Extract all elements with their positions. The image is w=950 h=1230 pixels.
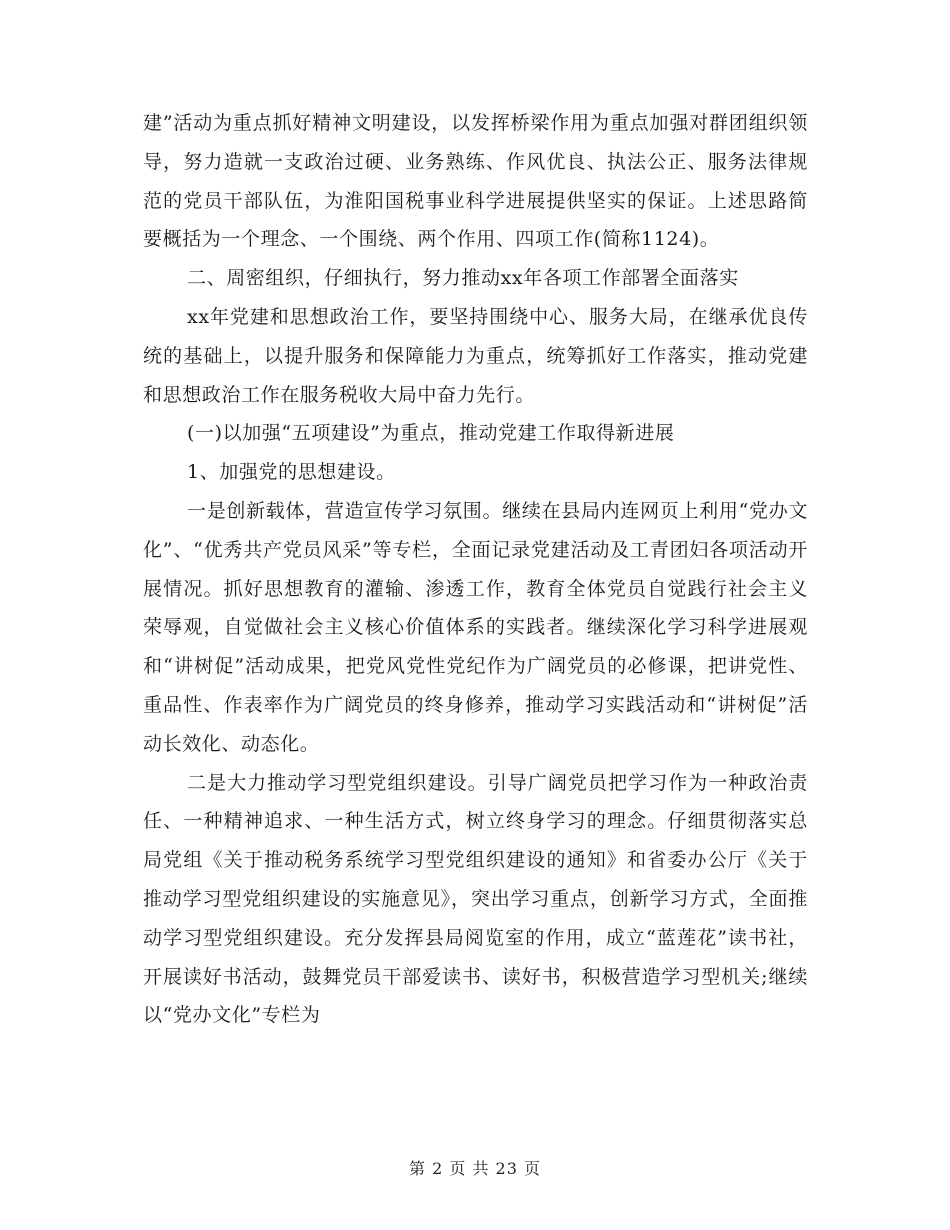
page-number-footer: 第 2 页 共 23 页: [409, 1159, 541, 1178]
paragraph-learning-organization: 二是大力推动学习型党组织建设。引导广阔党员把学习作为一种政治责任、一种精神追求、一种生活方式，树立终身学习的理念。仔细贯彻落实总局党组《关于推动税务系统学习型党组织建设的通知》和省委办公厅《关于推动学习型党组织建设的实施意见》，突出学习重点，创新学习方式，全面推动学习型党组织建设。充分发挥县局阅览室的作用，成立“蓝莲花”读书社，开展读好书活动，鼓舞党员干部爱读书、读好书，积极营造学习型机关;继续以“党办文化”专栏为: [143, 771, 808, 1027]
paragraph-innovation: 一是创新载体，营造宣传学习氛围。继续在县局内连网页上利用“党办文化”、“优秀共产党员风采”等专栏，全面记录党建活动及工青团妇各项活动开展情况。抓好思想教育的灌输、渗透工作，教育全体党员自觉践行社会主义荣辱观，自觉做社会主义核心价值体系的实践者。继续深化学习科学进展观和“讲树促”活动成果，把党风党性党纪作为广阔党员的必修课，把讲党性、重品性、作表率作为广阔党员的终身修养，推动学习实践活动和“讲树促”活动长效化、动态化。: [143, 499, 808, 755]
document-body: [143, 104, 808, 1035]
section-heading-two: 二、周密组织，仔细执行，努力推动xx年各项工作部署全面落实: [187, 267, 739, 290]
item-heading-one: 1、加强党的思想建设。: [187, 461, 396, 484]
paragraph-overview: xx年党建和思想政治工作，要坚持围绕中心、服务大局，在继承优良传统的基础上，以提升服务和保障能力为重点，统筹抓好工作落实，推动党建和思想政治工作在服务税收大局中奋力先行。: [143, 305, 808, 406]
subsection-heading-one: (一)以加强“五项建设”为重点，推动党建工作取得新进展: [187, 422, 675, 445]
paragraph-continuation: 建”活动为重点抓好精神文明建设，以发挥桥梁作用为重点加强对群团组织领导，努力造就一支政治过硬、业务熟练、作风优良、执法公正、服务法律规范的党员干部队伍，为淮阳国税事业科学进展提供坚实的保证。上述思路简要概括为一个理念、一个围绕、两个作用、四项工作(简称1124)。: [143, 112, 808, 251]
